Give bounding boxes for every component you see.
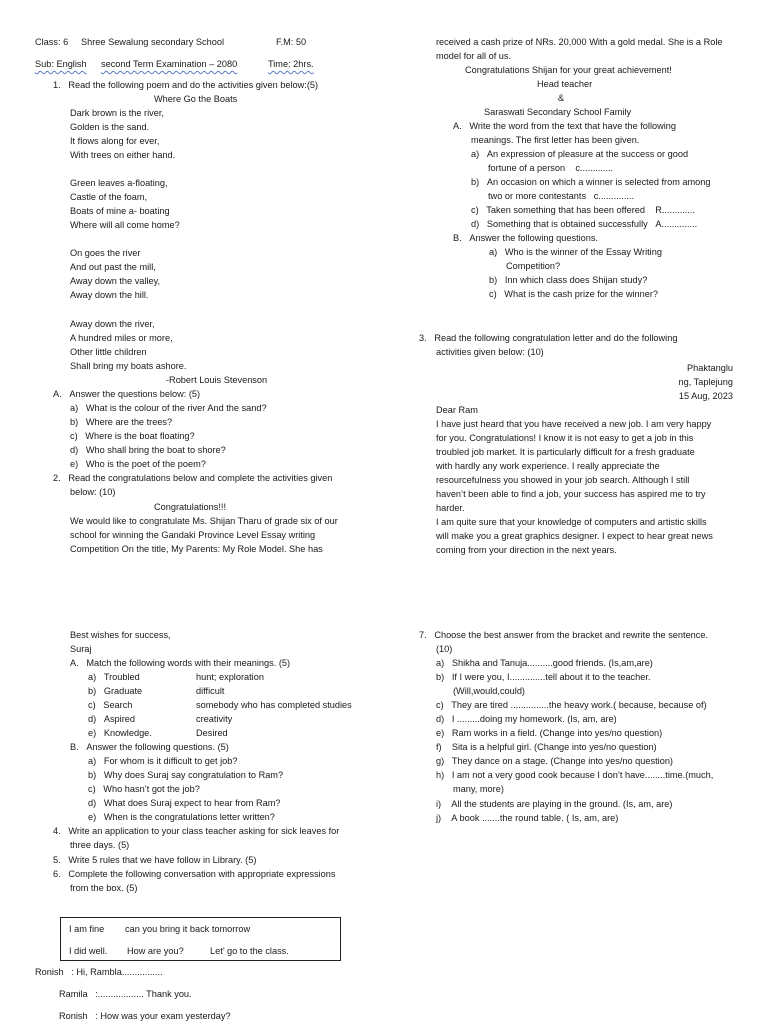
letter-signature: Suraj <box>70 644 92 654</box>
poem-line: It flows along for ever, <box>70 136 160 146</box>
q2-closing: Congratulations Shijan for your great achievement! <box>465 65 672 75</box>
box-expression: How are you? <box>127 946 184 956</box>
q2-body-line: received a cash prize of NRs. 20,000 With a gold medal. She is a Role <box>436 37 723 47</box>
q4-title: 4. Write an application to your class teacher asking for sick leaves for <box>53 826 340 836</box>
q2-body-line: model for all of us. <box>436 51 512 61</box>
q2-heading: Congratulations!!! <box>154 502 227 512</box>
conversation-line: Ronish : Hi, Rambla................ <box>35 967 163 977</box>
q2-body-line: Competition On the title, My Parents: My Role Model. She has <box>70 544 323 554</box>
header-full-marks: F.M: 50 <box>276 37 307 47</box>
header-class: Class: 6 <box>35 37 69 47</box>
match-word: c) Search <box>88 700 133 710</box>
letter-closing: Best wishes for success, <box>70 630 171 640</box>
q2-section-b-title: B. Answer the following questions. <box>453 233 599 243</box>
match-word: d) Aspired <box>88 714 135 724</box>
q7-item: e) Ram works in a field. (Change into yes/no question) <box>436 728 663 738</box>
letter-body-line: harder. <box>436 503 465 513</box>
q2-b-item: b) Inn which class does Shijan study? <box>489 275 648 285</box>
letter-body-line: resourcefulness you showed in your job search. Although I still <box>436 475 690 485</box>
q2-body-line: school for winning the Gandaki Province Level Essay writing <box>70 530 316 540</box>
q2-b-item: c) What is the cash prize for the winner? <box>489 289 659 299</box>
q2-signature-3: Saraswati Secondary School Family <box>484 107 632 117</box>
q7-title: 7. Choose the best answer from the bracket and rewrite the sentence. <box>419 630 709 640</box>
poem-line: Away down the valley, <box>70 276 161 286</box>
q1-title: 1. Read the following poem and do the activities given below:(5) <box>53 80 319 90</box>
match-meaning: Desired <box>196 728 228 738</box>
q1-a-item: d) Who shall bring the boat to shore? <box>70 445 226 455</box>
q7-item: j) A book .......the round table. ( Is, am, are) <box>436 813 619 823</box>
poem-line: Shall bring my boats ashore. <box>70 361 187 371</box>
q1-a-item: b) Where are the trees? <box>70 417 173 427</box>
q7-item-cont: (Will,would,could) <box>453 686 525 696</box>
q2-section-a-title: A. Write the word from the text that have the following <box>453 121 676 131</box>
q2-a-item: b) An occasion on which a winner is selected from among <box>471 177 711 187</box>
header-exam: second Term Examination – 2080 <box>101 59 238 69</box>
letter-salutation: Dear Ram <box>436 405 478 415</box>
q3-b-item: d) What does Suraj expect to hear from Ram? <box>88 798 281 808</box>
q2-body-line: We would like to congratulate Ms. Shijan Tharu of grade six of our <box>70 516 338 526</box>
letter-body-line: with hardly any work experience. I really appreciate the <box>436 461 660 471</box>
q3-title: 3. Read the following congratulation letter and do the following <box>419 333 678 343</box>
q2-signature-1: Head teacher <box>537 79 593 89</box>
q5-title: 5. Write 5 rules that we have follow in Library. (5) <box>53 855 257 865</box>
letter-address-2: ng, Taplejung <box>678 377 733 387</box>
match-meaning: difficult <box>196 686 225 696</box>
letter-body-line: for you. Congratulations! I know it is not easy to get a job in this <box>436 433 694 443</box>
letter-body-line: will make you a great graphics designer. I expect to hear great news <box>436 531 713 541</box>
q3-b-item: e) When is the congratulations letter written? <box>88 812 275 822</box>
poem-line: Boats of mine a- boating <box>70 206 170 216</box>
box-expression: can you bring it back tomorrow <box>125 924 251 934</box>
poem-author: -Robert Louis Stevenson <box>166 375 268 385</box>
q7-item: a) Shikha and Tanuja..........good friends. (Is,am,are) <box>436 658 653 668</box>
q2-signature-2: & <box>558 93 565 103</box>
q2-a-item-cont: fortune of a person c............. <box>488 163 614 173</box>
letter-date: 15 Aug, 2023 <box>678 391 733 401</box>
poem-line: Green leaves a-floating, <box>70 178 168 188</box>
q7-item: d) I .........doing my homework. (Is, am, are) <box>436 714 617 724</box>
letter-body-line: I have just heard that you have received a new job. I am very happy <box>436 419 712 429</box>
poem-line: On goes the river <box>70 248 141 258</box>
q1-poem-title: Where Go the Boats <box>154 94 238 104</box>
box-expression: I did well. <box>69 946 108 956</box>
q7-item: f) Sita is a helpful girl. (Change into yes/no question) <box>436 742 657 752</box>
match-meaning: somebody who has completed studies <box>196 700 352 710</box>
q2-a-item: d) Something that is obtained successfully A.............. <box>471 219 698 229</box>
match-word: a) Troubled <box>88 672 140 682</box>
q2-title: 2. Read the congratulations below and complete the activities given <box>53 473 333 483</box>
q1-section-a-title: A. Answer the questions below: (5) <box>53 389 201 399</box>
q2-b-item-cont: Competition? <box>506 261 561 271</box>
q7-item: i) All the students are playing in the ground. (Is, am, are) <box>436 799 673 809</box>
q2-a-item: c) Taken something that has been offered R............. <box>471 205 696 215</box>
match-meaning: hunt; exploration <box>196 672 264 682</box>
letter-body-line: coming from your direction in the next years. <box>436 545 617 555</box>
poem-line: Other little children <box>70 347 147 357</box>
box-expression: I am fine <box>69 924 105 934</box>
letter-body-line: I am quite sure that your knowledge of computers and artistic skills <box>436 517 707 527</box>
q7-item: h) I am not a very good cook because I don’t have........time.(much, <box>436 770 714 780</box>
match-word: b) Graduate <box>88 686 143 696</box>
match-word: e) Knowledge. <box>88 728 152 738</box>
q7-item-cont: many, more) <box>453 784 504 794</box>
poem-line: Away down the river, <box>70 319 155 329</box>
q3-b-item: a) For whom is it difficult to get job? <box>88 756 238 766</box>
q7-item: b) If I were you, I..............tell about it to the teacher. <box>436 672 651 682</box>
q2-a-item: a) An expression of pleasure at the success or good <box>471 149 689 159</box>
q2-b-item: a) Who is the winner of the Essay Writing <box>489 247 662 257</box>
q3-section-a-title: A. Match the following words with their meanings. (5) <box>70 658 291 668</box>
poem-line: Castle of the foam, <box>70 192 148 202</box>
q3-section-b-title: B. Answer the following questions. (5) <box>70 742 229 752</box>
q6-title-cont: from the box. (5) <box>70 883 138 893</box>
letter-body-line: troubled job market. It is particularly difficult for a fresh graduate <box>436 447 695 457</box>
header-subject: Sub: English <box>35 59 87 69</box>
box-expression: Let’ go to the class. <box>210 946 289 956</box>
q1-a-item: e) Who is the poet of the poem? <box>70 459 206 469</box>
poem-line: Where will all come home? <box>70 220 180 230</box>
q2-title-cont: below: (10) <box>70 487 116 497</box>
poem-line: Golden is the sand. <box>70 122 150 132</box>
conversation-line: Ramila :.................. Thank you. <box>59 989 192 999</box>
letter-address-1: Phaktanglu <box>687 363 733 373</box>
conversation-line: Ronish : How was your exam yesterday? <box>59 1011 231 1021</box>
poem-line: Away down the hill. <box>70 290 149 300</box>
header-time: Time: 2hrs. <box>268 59 314 69</box>
q7-item: c) They are tired ...............the heavy work.( because, because of) <box>436 700 707 710</box>
poem-line: Dark brown is the river, <box>70 108 164 118</box>
q4-title-cont: three days. (5) <box>70 840 130 850</box>
q2-section-a-title-cont: meanings. The first letter has been given. <box>471 135 640 145</box>
q6-title: 6. Complete the following conversation with appropriate expressions <box>53 869 336 879</box>
q1-a-item: c) Where is the boat floating? <box>70 431 195 441</box>
header-school: Shree Sewalung secondary School <box>81 37 225 47</box>
q2-a-item-cont: two or more contestants c.............. <box>488 191 635 201</box>
letter-body-line: haven’t been able to find a job, your success has aspired me to try <box>436 489 706 499</box>
poem-line: With trees on either hand. <box>70 150 176 160</box>
poem-line: A hundred miles or more, <box>70 333 173 343</box>
match-meaning: creativity <box>196 714 233 724</box>
q1-a-item: a) What is the colour of the river And the sand? <box>70 403 267 413</box>
q7-title-cont: (10) <box>436 644 453 654</box>
poem-line: And out past the mill, <box>70 262 156 272</box>
q3-b-item: b) Why does Suraj say congratulation to Ram? <box>88 770 284 780</box>
q3-b-item: c) Who hasn’t got the job? <box>88 784 200 794</box>
q7-item: g) They dance on a stage. (Change into yes/no question) <box>436 756 673 766</box>
expression-box <box>60 917 341 961</box>
q3-title-cont: activities given below: (10) <box>436 347 544 357</box>
